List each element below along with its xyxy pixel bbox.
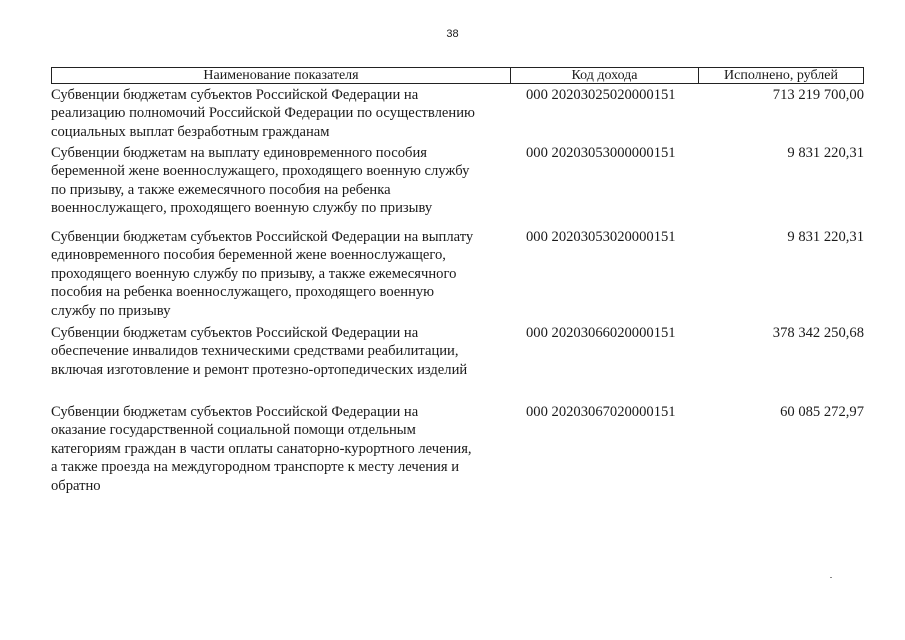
header-executed: Исполнено, рублей (724, 68, 838, 83)
row-code: 000 20203053020000151 (526, 229, 676, 245)
scan-speck (830, 577, 832, 578)
row-amount: 713 219 700,00 (772, 87, 864, 103)
row-amount: 9 831 220,31 (787, 229, 864, 245)
row-code: 000 20203067020000151 (526, 404, 676, 420)
row-name: Субвенции бюджетам субъектов Российской Федерации на обеспечение инвалидов техническими средствами реабилитации, включая изготовление и ремонт протезно-ортопедических изделий (51, 325, 468, 378)
row-name: Субвенции бюджетам субъектов Российской Федерации на реализацию полномочий Российской Федерации по осуществлению социальных выплат безработным гражданам (51, 87, 475, 140)
row-code: 000 20203053000000151 (526, 145, 676, 161)
row-code: 000 20203025020000151 (526, 87, 676, 103)
row-amount: 60 085 272,97 (780, 404, 864, 420)
header-code: Код дохода (511, 68, 699, 83)
row-name: Субвенции бюджетам субъектов Российской Федерации на выплату единовременного пособия беременной жене военнослужащего, проходящего военную службу по призыву, а также ежемесячного пособия на ребенка военнослужащего, проходящего военную службу по призыву (51, 229, 474, 319)
row-name: Субвенции бюджетам на выплату единовременного пособия беременной жене военнослужащего, проходящего военную службу по призыву, а также ежемесячного пособия на ребенка военнослужащего, проходящего военную службу по призыву (51, 145, 470, 217)
row-amount: 378 342 250,68 (772, 325, 864, 341)
row-code: 000 20203066020000151 (526, 325, 676, 341)
row-amount: 9 831 220,31 (787, 145, 864, 161)
header-name: Наименование показателя (52, 68, 511, 83)
table-header (51, 67, 864, 84)
row-name: Субвенции бюджетам субъектов Российской Федерации на оказание государственной социальной помощи отдельным категориям граждан в части оплаты санаторно-курортного лечения, а также проезда на междугородном транспорте к месту лечения и обратно (51, 404, 472, 494)
page-number: 38 (446, 28, 459, 40)
